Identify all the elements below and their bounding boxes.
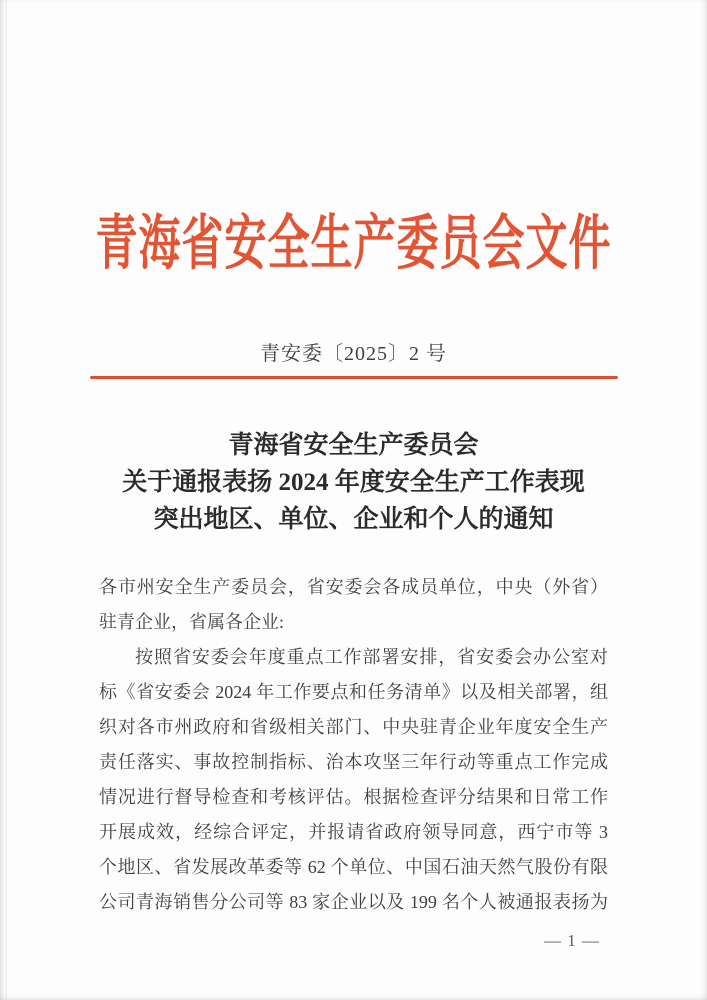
document-body [99, 570, 608, 920]
document-title-line-3: 突出地区、单位、企业和个人的通知 [153, 506, 554, 533]
body-line: 各市州安全生产委员会，省安委会各成员单位，中央（外省） [99, 577, 608, 597]
body-line: 织对各市州政府和省级相关部门、中央驻青企业年度安全生产 [99, 717, 608, 737]
document-header-title: 青海省安全生产委员会文件 [95, 212, 612, 278]
document-number: 青安委〔2025〕2 号 [260, 343, 447, 365]
body-line: 个地区、省发展改革委等 62 个单位、中国石油天然气股份有限 [99, 857, 608, 877]
red-divider-line [90, 376, 618, 379]
body-line: 责任落实、事故控制指标、治本攻坚三年行动等重点工作完成 [99, 752, 608, 772]
body-line: 驻青企业，省属各企业: [99, 612, 284, 632]
body-line: 按照省安委会年度重点工作部署安排，省安委会办公室对 [135, 647, 608, 667]
document-title [0, 427, 707, 538]
body-line: 情况进行督导检查和考核评估。根据检查评分结果和日常工作 [99, 787, 608, 807]
page-number: — 1 — [544, 931, 600, 950]
body-line: 开展成效，经综合评定，并报请省政府领导同意，西宁市等 3 [99, 822, 608, 842]
body-line: 公司青海销售分公司等 83 家企业以及 199 名个人被通报表扬为 [99, 892, 608, 912]
document-title-line-1: 青海省安全生产委员会 [228, 432, 479, 459]
document-title-line-2: 关于通报表扬 2024 年度安全生产工作表现 [122, 469, 585, 496]
body-line: 标《省安委会 2024 年工作要点和任务清单》以及相关部署，组 [99, 682, 608, 702]
